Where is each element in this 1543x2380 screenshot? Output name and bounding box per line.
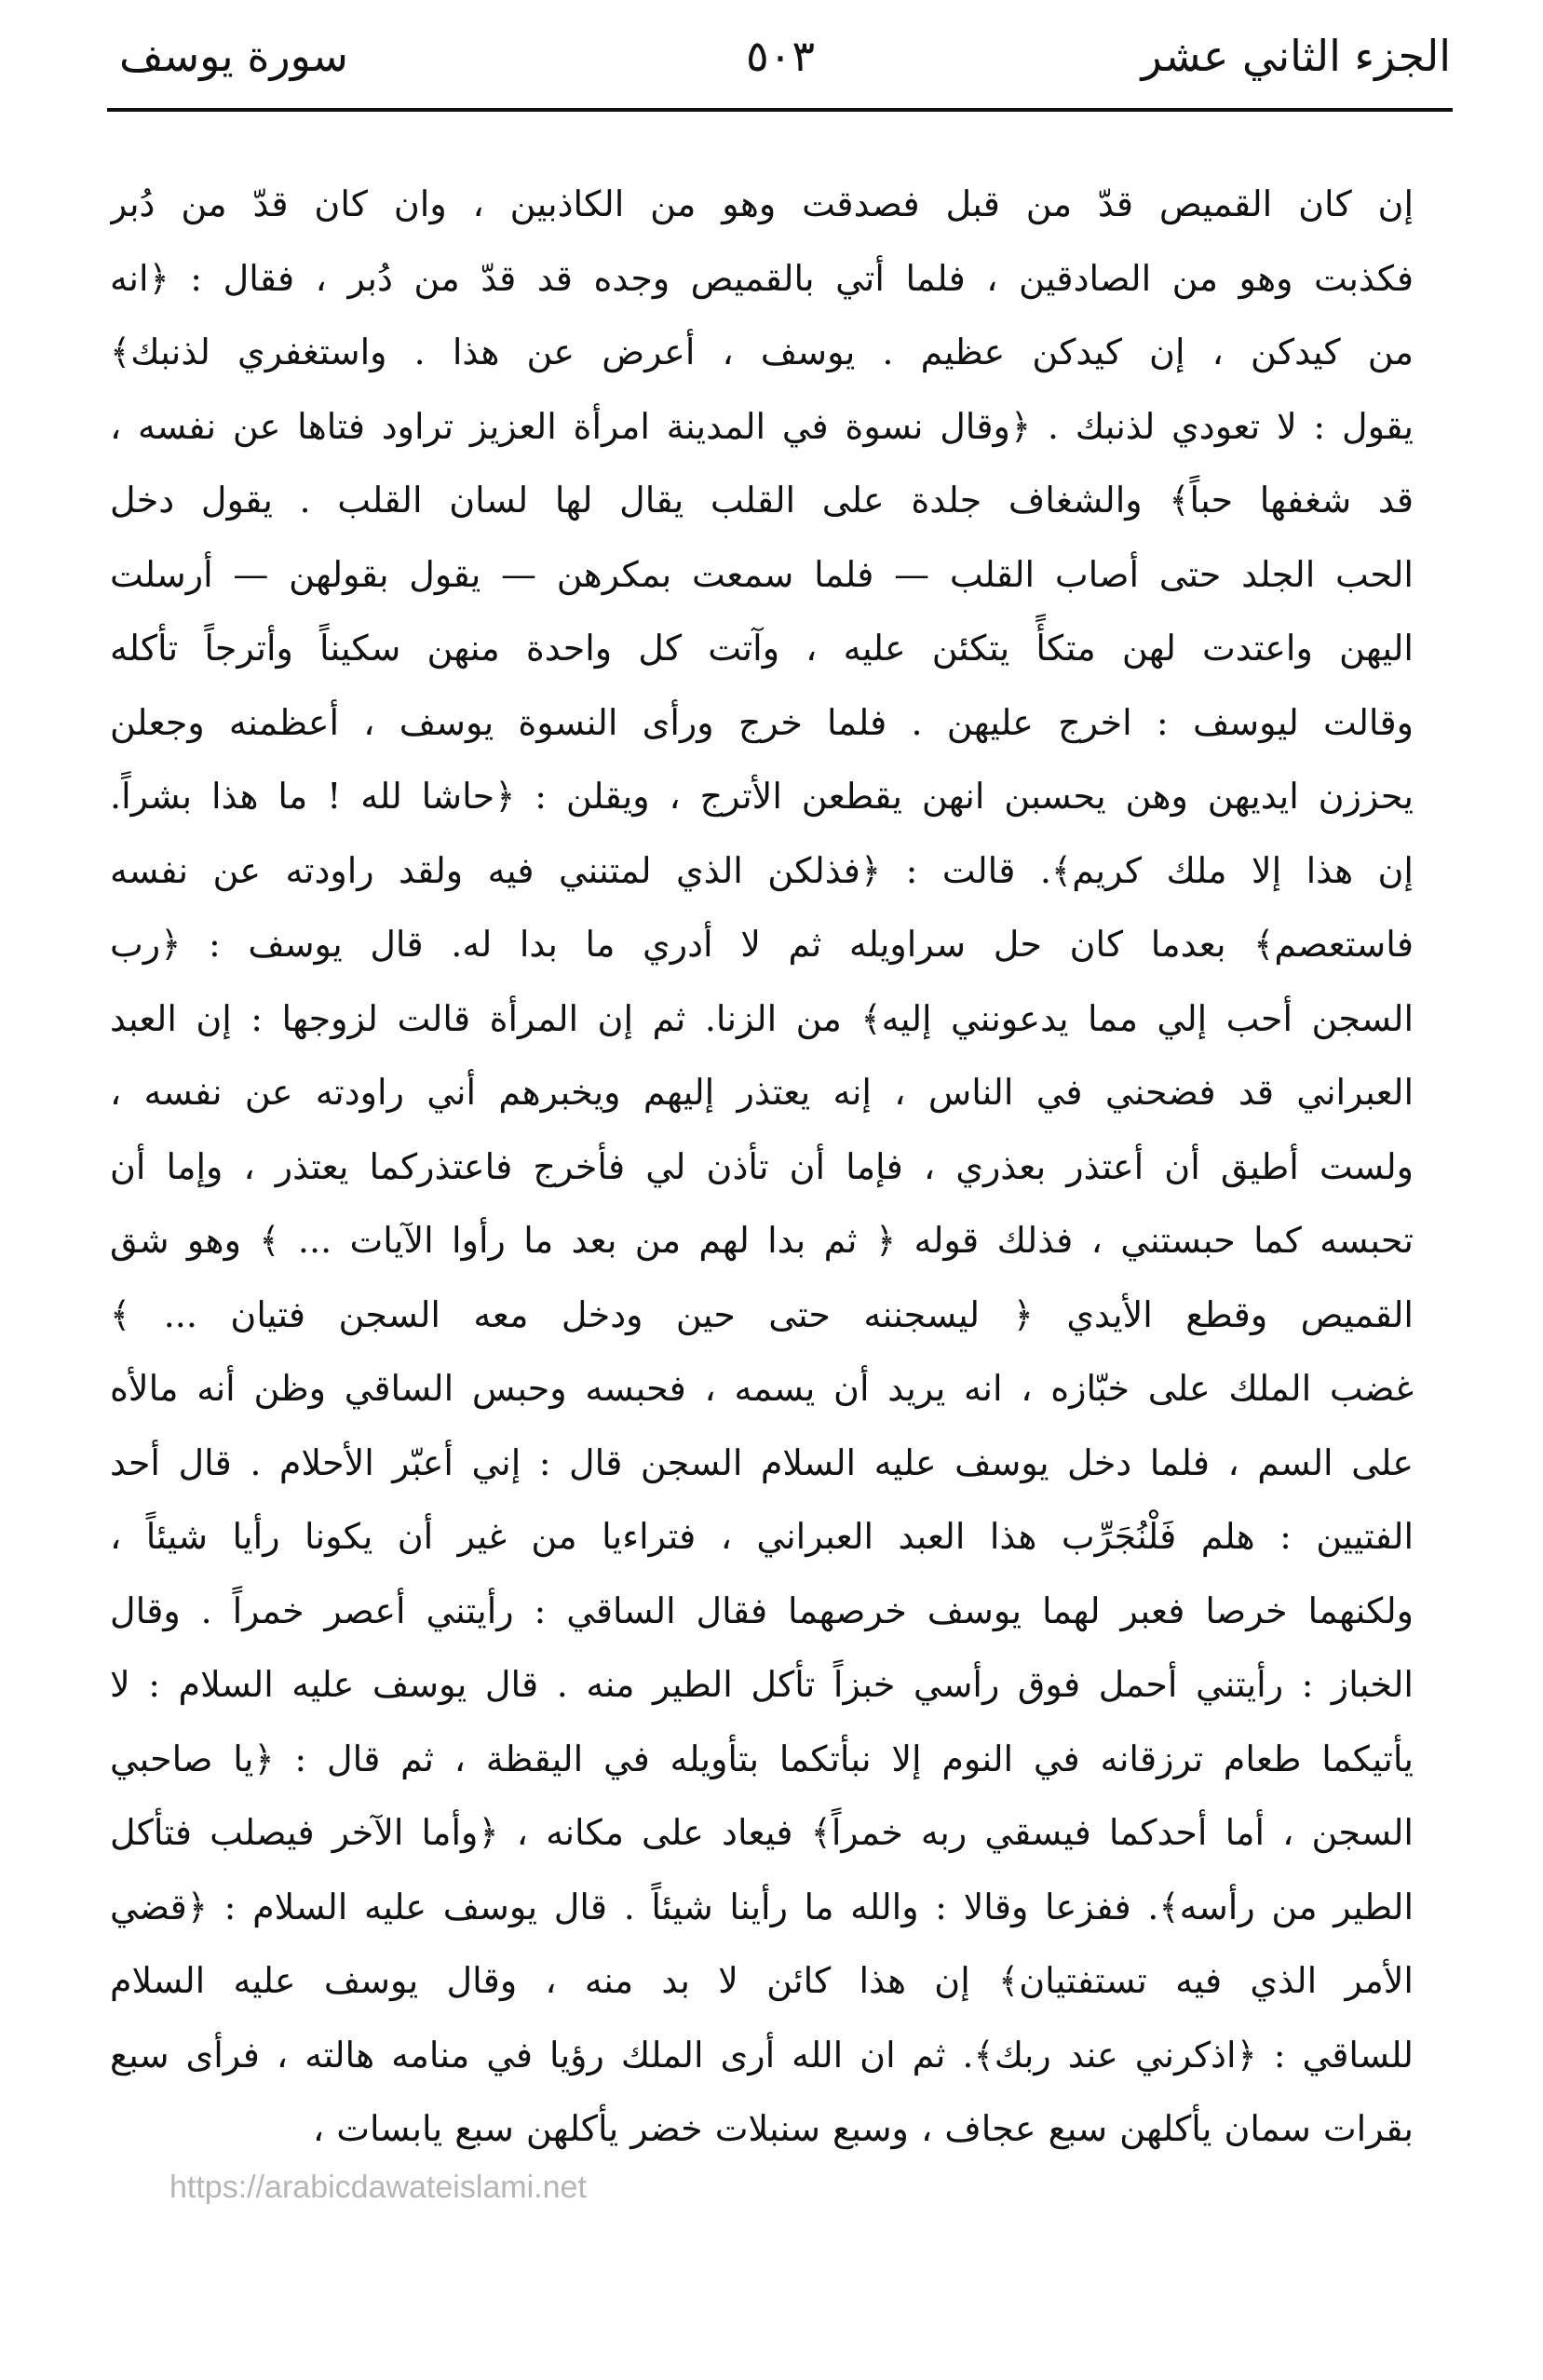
text-line: السجن أحب إلي مما يدعونني إليه﴾ من الزنا. ثم إن المرأة قالت لزوجها : إن العبد xyxy=(110,997,1414,1039)
text-line: الحب الجلد حتى أصاب القلب — فلما سمعت بمكرهن — يقول بقولهن — أرسلت xyxy=(110,553,1414,595)
watermark-url: https://arabicdawateislami.net xyxy=(169,2170,587,2205)
text-line: يحززن ايديهن وهن يحسبن انهن يقطعن الأترج ، ويقلن : ﴿حاشا لله ! ما هذا بشراً. xyxy=(110,776,1414,817)
text-line: يقول : لا تعودي لذنبك . ﴿وقال نسوة في المدينة امرأة العزيز تراود فتاها عن نفسه ، xyxy=(110,405,1414,447)
text-line: إن كان القميص قدّ من قبل فصدقت وهو من الكاذبين ، وان كان قدّ من دُبر xyxy=(110,183,1414,224)
text-line: على السم ، فلما دخل يوسف عليه السلام السجن قال : إني أعبّر الأحلام . قال أحد xyxy=(110,1441,1414,1483)
surah-title: سورة يوسف xyxy=(119,31,348,81)
text-line: من كيدكن ، إن كيدكن عظيم . يوسف ، أعرض عن هذا . واستغفري لذنبك﴾ xyxy=(110,331,1414,372)
text-line: للساقي : ﴿اذكرني عند ربك﴾. ثم ان الله أرى الملك رؤيا في منامه هالته ، فرأى سبع xyxy=(110,2034,1414,2076)
text-line: الفتيين : هلم فَلْنُجَرِّب هذا العبد العبراني ، فتراءيا من غير أن يكونا رأيا شيئاً ، xyxy=(110,1516,1414,1557)
text-line: بقرات سمان يأكلهن سبع عجاف ، وسبع سنبلات خضر يأكلهن سبع يابسات ، xyxy=(312,2108,1414,2149)
text-line: إن هذا إلا ملك كريم﴾. قالت : ﴿فذلكن الذي لمتنني فيه ولقد راودته عن نفسه xyxy=(110,849,1414,891)
text-line: وقالت ليوسف : اخرج عليهن . فلما خرج ورأى النسوة يوسف ، أعظمنه وجعلن xyxy=(110,701,1414,743)
text-line: غضب الملك على خبّازه ، انه يريد أن يسمه ، فحبسه وحبس الساقي وظن أنه مالأه xyxy=(110,1368,1414,1409)
text-line: الخباز : رأيتني أحمل فوق رأسي خبزاً تأكل الطير منه . قال يوسف عليه السلام : لا xyxy=(110,1664,1414,1705)
text-line: ولكنهما خرصا فعبر لهما يوسف خرصهما فقال الساقي : رأيتني أعصر خمراً . وقال xyxy=(110,1589,1414,1631)
page-number: ٥٠٣ xyxy=(745,31,816,81)
text-line: الطير من رأسه﴾. ففزعا وقالا : والله ما رأينا شيئاً . قال يوسف عليه السلام : ﴿قضي xyxy=(110,1886,1414,1927)
text-line: السجن ، أما أحدكما فيسقي ربه خمراً﴾ فيعاد على مكانه ، ﴿وأما الآخر فيصلب فتأكل xyxy=(110,1812,1414,1853)
text-line: اليهن واعتدت لهن متكأً يتكئن عليه ، وآتت كل واحدة منهن سكيناً وأترجاً تأكله xyxy=(110,628,1414,669)
text-line: ولست أطيق أن أعتذر بعذري ، فإما أن تأذن لي فأخرج فاعتذركما يعتذر ، وإما أن xyxy=(110,1145,1414,1187)
text-line: العبراني قد فضحني في الناس ، إنه يعتذر إليهم ويخبرهم أني راودته عن نفسه ، xyxy=(110,1072,1414,1113)
text-line: القميص وقطع الأيدي ﴿ ليسجننه حتى حين ودخل معه السجن فتيان ... ﴾ xyxy=(110,1293,1414,1335)
text-line: فاستعصم﴾ بعدما كان حل سراويله ثم لا أدري ما بدا له. قال يوسف : ﴿رب xyxy=(110,924,1414,965)
header-divider xyxy=(107,108,1453,112)
text-line: فكذبت وهو من الصادقين ، فلما أتي بالقميص وجده قد قدّ من دُبر ، فقال : ﴿انه xyxy=(110,257,1414,299)
text-line: قد شغفها حباً﴾ والشغاف جلدة على القلب يقال لها لسان القلب . يقول دخل xyxy=(110,480,1414,521)
text-line: الأمر الذي فيه تستفتيان﴾ إن هذا كائن لا بد منه ، وقال يوسف عليه السلام xyxy=(110,1960,1414,2001)
text-line: يأتيكما طعام ترزقانه في النوم إلا نبأتكما بتأويله في اليقظة ، ثم قال : ﴿يا صاحبي xyxy=(110,1738,1414,1779)
body-text xyxy=(110,168,1414,2167)
text-line: تحبسه كما حبستني ، فذلك قوله ﴿ ثم بدا لهم من بعد ما رأوا الآيات ... ﴾ وهو شق xyxy=(110,1220,1414,1261)
part-title: الجزء الثاني عشر xyxy=(1141,31,1451,81)
page-header xyxy=(110,17,1451,101)
